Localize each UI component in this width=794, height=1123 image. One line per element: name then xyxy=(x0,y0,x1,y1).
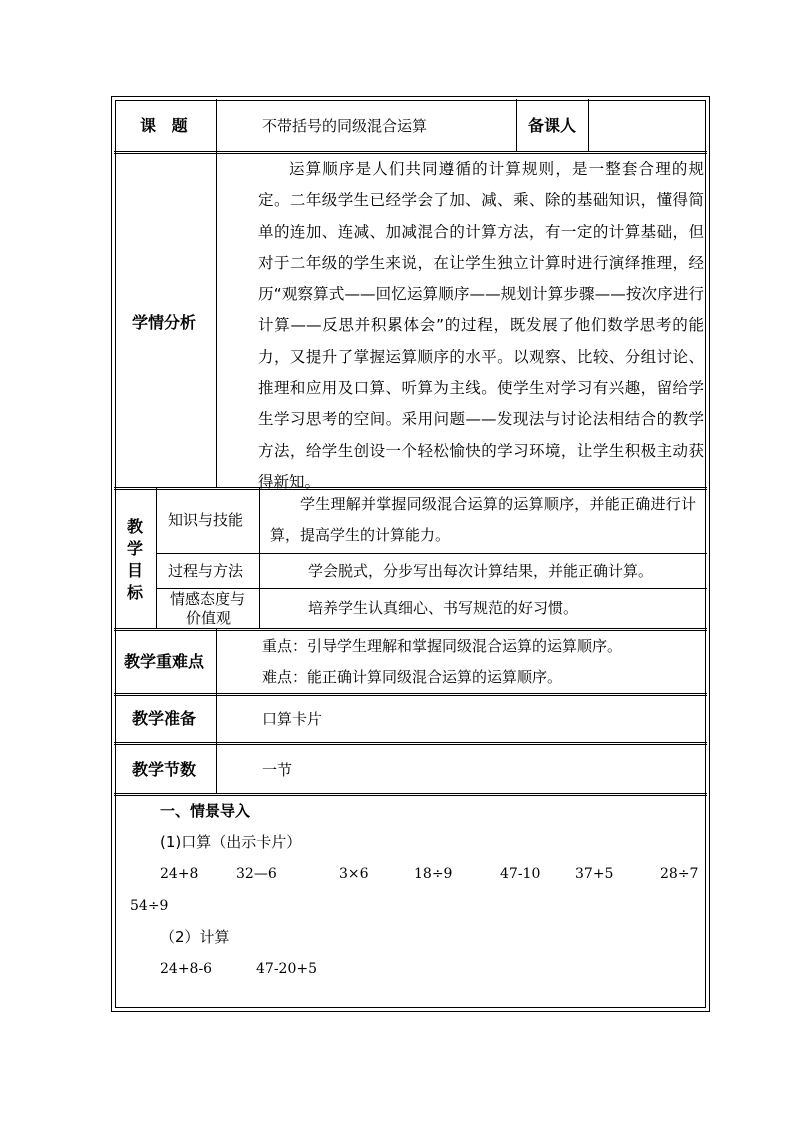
topic-label: 课 题 xyxy=(140,116,188,135)
keypoints-key: 重点：引导学生理解和掌握同级混合运算的运算顺序。 xyxy=(262,637,623,655)
row-divider-keypoints xyxy=(114,693,707,696)
goals-label-char-3: 目 xyxy=(126,561,143,580)
oral-item: 24+8 xyxy=(160,866,199,882)
row-divider-preparation xyxy=(114,742,707,745)
preparation-value: 口算卡片 xyxy=(262,710,323,728)
oral-item: 32—6 xyxy=(236,866,277,882)
goal-attitude-label-line1: 情感态度与 xyxy=(170,590,246,608)
analysis-text xyxy=(258,154,704,498)
goal-attitude-text: 培养学生认真细心、书写规范的好习惯。 xyxy=(308,599,579,617)
goal-knowledge-text xyxy=(270,489,696,551)
col-divider-preparer-left xyxy=(516,99,517,151)
col-divider-goals-label xyxy=(156,487,157,628)
periods-label: 教学节数 xyxy=(132,760,197,779)
col-divider-main xyxy=(216,99,217,487)
goal-process-text: 学会脱式，分步写出每次计算结果，并能正确计算。 xyxy=(308,562,654,580)
oral-item: 28÷7 xyxy=(660,866,699,882)
col-divider-goals-subject xyxy=(259,487,260,628)
row-divider-goals xyxy=(114,628,707,631)
topic-value: 不带括号的同级混合运算 xyxy=(262,117,428,135)
oral-item: 3×6 xyxy=(339,866,369,882)
oral-item: 18÷9 xyxy=(414,866,453,882)
oral-item: 54÷9 xyxy=(130,898,169,914)
process-part2-title: （2）计算 xyxy=(160,928,230,946)
calc-item: 47-20+5 xyxy=(256,961,317,977)
preparer-label: 备课人 xyxy=(528,116,577,135)
goals-label-char-4: 标 xyxy=(126,583,143,602)
calc-item: 24+8-6 xyxy=(160,961,213,977)
process-part1-title: (1)口算（出示卡片） xyxy=(160,833,302,851)
goals-label-char-1: 教 xyxy=(126,517,143,536)
process-section-title: 一、情景导入 xyxy=(160,802,251,820)
goal-knowledge-label: 知识与技能 xyxy=(168,511,244,529)
row-divider-periods xyxy=(114,793,707,796)
keypoints-label: 教学重难点 xyxy=(124,652,205,671)
row-divider-goal-1 xyxy=(156,553,707,554)
keypoints-difficulty: 难点：能正确计算同级混合运算的运算顺序。 xyxy=(262,668,563,686)
goal-process-label: 过程与方法 xyxy=(168,562,244,580)
analysis-label: 学情分析 xyxy=(132,313,197,332)
goal-attitude-label-line2: 价值观 xyxy=(186,609,232,627)
goal-knowledge-text-content: 学生理解并掌握同级混合运算的运算顺序，并能正确进行计算，提高学生的计算能力。 xyxy=(270,495,696,544)
periods-value: 一节 xyxy=(262,761,293,779)
analysis-paragraph: 运算顺序是人们共同遵循的计算规则，是一整套合理的规定。二年级学生已经学会了加、减、乘、除的基础知识，懂得简单的连加、连减、加减混合的计算方法，有一定的计算基础，但对于二年级的学生来说，在让学生独立计算时进行演绎推理，经历“观察算式——回忆运算顺序——规划计算步骤——按次序进行计算——反思并积累体会”的过程，既发展了他们数学思考的能力，又提升了掌握运算顺序的水平。以观察、比较、分组讨论、推理和应用及口算、听算为主线。使学生对学习有兴趣，留给学生学习思考的空间。采用问题——发现法与讨论法相结合的教学方法，给学生创设一个轻松愉快的学习环境，让学生积极主动获得新知。 xyxy=(258,160,704,491)
oral-item: 47-10 xyxy=(500,866,541,882)
preparation-label: 教学准备 xyxy=(132,709,197,728)
goals-label-char-2: 学 xyxy=(126,539,143,558)
col-divider-preparer-right xyxy=(588,99,589,151)
col-divider-main-2 xyxy=(216,628,217,793)
row-divider-goal-2 xyxy=(156,588,707,589)
oral-item: 37+5 xyxy=(575,866,614,882)
